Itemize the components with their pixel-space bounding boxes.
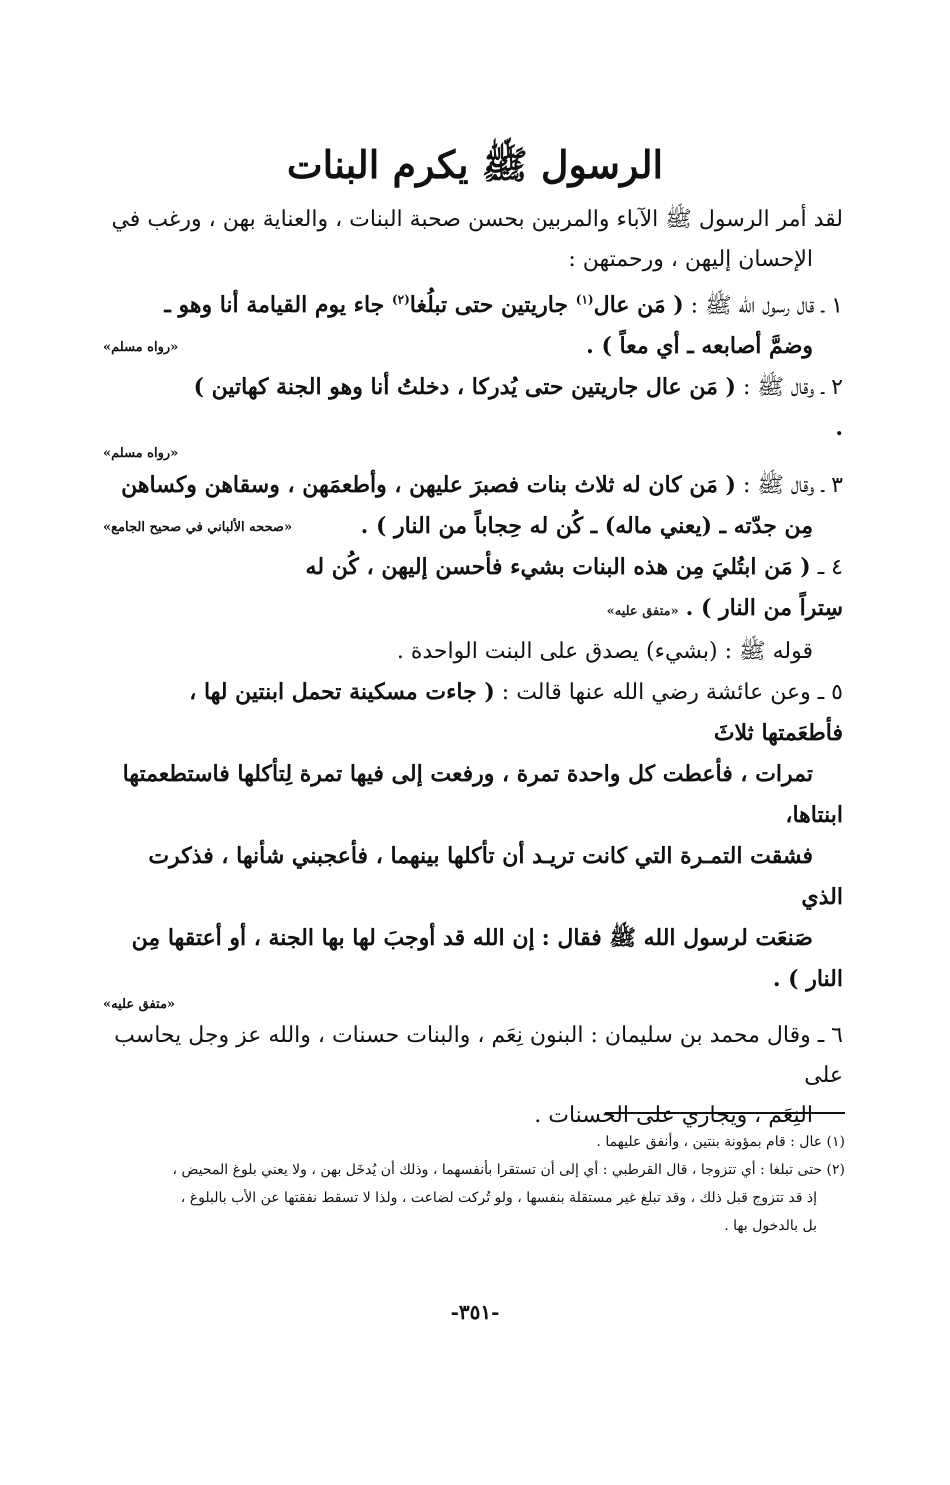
footnote-line-2: إذ قد تتزوج قبل ذلك ، وقد تبلغ غير مستقلة بنفسها ، ولو تُركت لضاعت ، ولذا لا تسقط نفقتها عن الأب بالبلوغ ،	[180, 1190, 817, 1206]
hadith-text: ( مَن كان له ثلاث بنات فصبرَ عليهن ، وأطعمَهن ، وسقاهن وكساهن	[121, 472, 736, 499]
footnote-divider	[605, 1112, 845, 1114]
footnotes	[105, 1128, 845, 1240]
hadith-item-5	[103, 672, 843, 1000]
hadith-line-4: إن الله قد أوجبَ لها بها الجنة ، أو أعتقها مِن النار ) .	[131, 925, 843, 993]
item-number: ٥ ـ	[817, 680, 843, 706]
hadith-source: «متفق عليه»	[606, 604, 679, 620]
item-number: ٤ ـ	[817, 555, 843, 581]
saying-line-2: النِعَم ، ويجازي على الحسنات .	[534, 1103, 813, 1129]
hadith-text	[164, 292, 683, 318]
hadith-source: «رواه مسلم»	[103, 446, 179, 462]
hadith-line-2: وضمَّ أصابعه ـ أي معاً ) .	[586, 333, 813, 360]
hadith-note: قوله ﷺ : (بشيء) يصدق على البنت الواحدة .	[396, 639, 813, 665]
footnote-ref-2[interactable]: (٢)	[391, 293, 410, 307]
hadith-text: ( مَن ابتُليَ مِن هذه البنات بشيء فأحسن إليهن ، كُن له سِتراً من النار ) .	[305, 554, 843, 622]
footnote-1	[105, 1128, 845, 1156]
footnote-label: (١)	[826, 1134, 845, 1150]
hadith-item-1	[103, 280, 843, 367]
item-lead: وقال ﷺ :	[742, 473, 815, 499]
hadith-line-3: فشقت التمـرة التي كانت تريـد أن تأكلها بينهما ، فأعجبني شأنها ، فذكرت الذي	[148, 843, 843, 911]
hadith-source: «متفق عليه»	[103, 997, 176, 1013]
item-number: ٦ ـ	[817, 1023, 843, 1049]
saying-text: وقال محمد بن سليمان : البنون نِعَم ، والبنات حسنات ، والله عز وجل يحاسب على	[114, 1023, 843, 1089]
hadith-item-2	[103, 367, 843, 449]
footnote-2	[105, 1156, 845, 1240]
hadith-text: ( جاءت مسكينة تحمل ابنتين لها ، فأطعَمتها ثلاثَ	[189, 679, 843, 747]
hadith-line-4-lead: صَنعَت لرسول الله ﷺ فقال :	[541, 925, 813, 952]
hadith-item-4	[103, 547, 843, 672]
footnote-text: عال : قام بمؤونة بنتين ، وأنفق عليهما .	[596, 1134, 823, 1150]
hadith-line-2: مِن جدّته ـ (يعني ماله) ـ كُن له حِجاباً من النار ) .	[360, 513, 813, 540]
page-title: الرسول ﷺ يكرم البنات	[286, 142, 664, 187]
footnote-text: حتى تبلغا : أي تتزوجا ، قال القرطبي : أي إلى أن تستقرا بأنفسهما ، وذلك أن يُدخَل بهن ، ولا يعني بلوغ المحيض ،	[172, 1162, 823, 1178]
hadith-text-part-a: ( مَن عال	[593, 292, 684, 319]
page-number: -٣٥١-	[450, 1300, 500, 1324]
hadith-item-6	[103, 1016, 843, 1136]
intro-paragraph	[103, 200, 843, 280]
footnote-line-3: بل بالدخول بها .	[724, 1218, 817, 1234]
footnote-label: (٢)	[826, 1162, 845, 1178]
item-number: ٢ ـ	[821, 375, 843, 401]
intro-line-1: لقد أمر الرسول ﷺ الآباء والمربين بحسن صحبة البنات ، والعناية بهن ، ورغب في	[111, 207, 843, 232]
hadith-source: «صححه الألباني في صحيح الجامع»	[103, 520, 293, 536]
hadith-text: ( مَن عال جاريتين حتى يُدركا ، دخلتُ أنا وهو الجنة كهاتين ) .	[193, 374, 843, 442]
item-lead: قال رسول الله ﷺ :	[690, 293, 815, 319]
intro-line-2: الإحسان إليهن ، ورحمتهن :	[568, 247, 813, 272]
hadith-item-3	[103, 465, 843, 547]
hadith-line-2: تمرات ، فأعطت كل واحدة تمرة ، ورفعت إلى فيها تمرة لِتأكلها فاستطعمتها ابنتاها،	[122, 761, 843, 829]
hadith-text-part-c: جاء يوم القيامة أنا وهو ـ	[164, 292, 392, 319]
item-lead: وقال ﷺ :	[742, 375, 815, 401]
item-number: ٣ ـ	[821, 473, 843, 499]
body-text	[103, 200, 843, 1136]
hadith-text-part-b: جاريتين حتى تبلُغا	[409, 292, 576, 319]
footnote-ref-1[interactable]: (١)	[575, 293, 594, 307]
item-lead: وعن عائشة رضي الله عنها قالت :	[501, 680, 811, 706]
hadith-source: «رواه مسلم»	[103, 340, 179, 356]
item-number: ١ ـ	[821, 293, 843, 319]
